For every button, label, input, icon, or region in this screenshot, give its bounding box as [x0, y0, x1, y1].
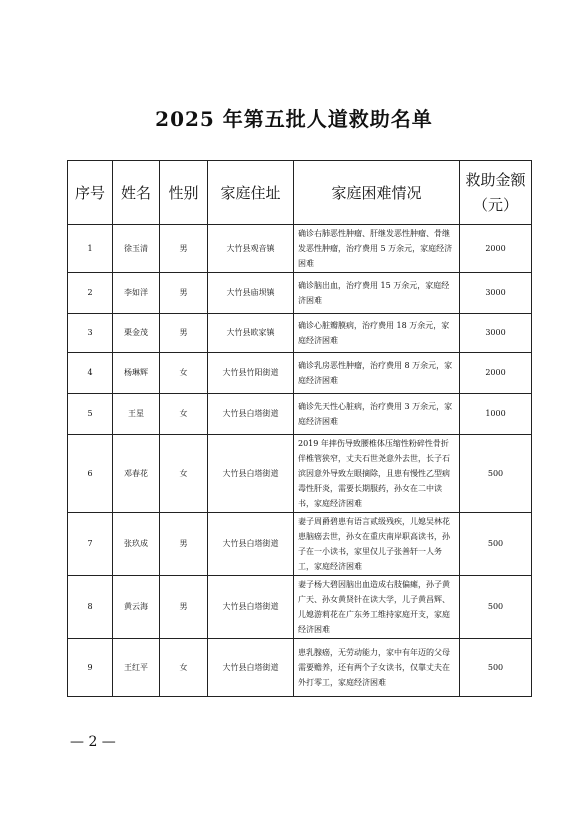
- cell-no: 9: [68, 639, 113, 697]
- cell-situation: 患乳腺癌，无劳动能力，家中有年迈的父母需要赡养，还有两个子女读书，仅靠丈夫在外打零工，家庭经济困难: [294, 639, 460, 697]
- cell-name: 王星: [113, 394, 160, 435]
- cell-name: 邓春花: [113, 435, 160, 513]
- table-row: [68, 576, 532, 639]
- cell-gender: 男: [160, 513, 208, 576]
- cell-amount: 500: [460, 435, 532, 513]
- cell-situation: 妻子杨大碧因脑出血造成右肢偏瘫，孙子黄广天、孙女黄贤针在读大学，儿子黄昌辉、儿媳游莉花在广东务工维持家庭开支，家庭经济困难: [294, 576, 460, 639]
- cell-address: 大竹县庙坝镇: [208, 273, 294, 314]
- cell-amount: 2000: [460, 353, 532, 394]
- cell-address: 大竹县欧家镇: [208, 314, 294, 353]
- cell-amount: 500: [460, 639, 532, 697]
- cell-situation: 2019 年摔伤导致腰椎体压缩性粉碎性骨折伴椎管狭窄，丈夫石世尧意外去世，长子石滨因意外导致左眼摘除，且患有慢性乙型病毒性肝炎，需要长期服药，孙女在二中读书，家庭经济困难: [294, 435, 460, 513]
- cell-no: 5: [68, 394, 113, 435]
- cell-situation: 确诊乳房恶性肿瘤，治疗费用 8 万余元，家庭经济困难: [294, 353, 460, 394]
- table-row: [68, 513, 532, 576]
- cell-address: 大竹县白塔街道: [208, 435, 294, 513]
- table-row: [68, 273, 532, 314]
- cell-amount: 3000: [460, 273, 532, 314]
- header-amount: [460, 161, 532, 225]
- cell-gender: 女: [160, 394, 208, 435]
- cell-no: 1: [68, 225, 113, 273]
- cell-amount: 1000: [460, 394, 532, 435]
- header-gender: 性别: [160, 161, 208, 225]
- header-no: 序号: [68, 161, 113, 225]
- cell-name: 李如洋: [113, 273, 160, 314]
- document-title: 2025 年第五批人道救助名单: [155, 107, 433, 131]
- cell-situation: 确诊心脏瓣膜病，治疗费用 18 万余元，家庭经济困难: [294, 314, 460, 353]
- cell-gender: 男: [160, 225, 208, 273]
- cell-amount: 3000: [460, 314, 532, 353]
- cell-no: 8: [68, 576, 113, 639]
- cell-gender: 男: [160, 273, 208, 314]
- cell-address: 大竹县白塔街道: [208, 394, 294, 435]
- cell-name: 黄云海: [113, 576, 160, 639]
- header-situation: 家庭困难情况: [294, 161, 460, 225]
- cell-address: 大竹县白塔街道: [208, 513, 294, 576]
- table-row: [68, 225, 532, 273]
- table-row: [68, 314, 532, 353]
- table-row: [68, 394, 532, 435]
- cell-no: 6: [68, 435, 113, 513]
- cell-situation: 妻子周爵碧患有语言贰级残疾，儿媳吴林花患脑癌去世，孙女在重庆南岸职高读书，孙子在一小读书，家里仅儿子张善轩一人务工，家庭经济困难: [294, 513, 460, 576]
- cell-name: 王红平: [113, 639, 160, 697]
- table-row: [68, 435, 532, 513]
- cell-gender: 女: [160, 435, 208, 513]
- cell-gender: 女: [160, 639, 208, 697]
- cell-address: 大竹县白塔街道: [208, 639, 294, 697]
- cell-situation: 确诊脑出血，治疗费用 15 万余元，家庭经济困难: [294, 273, 460, 314]
- cell-address: 大竹县观音镇: [208, 225, 294, 273]
- cell-amount: 2000: [460, 225, 532, 273]
- cell-no: 2: [68, 273, 113, 314]
- cell-situation: 确诊先天性心脏病，治疗费用 3 万余元，家庭经济困难: [294, 394, 460, 435]
- cell-name: 杨琳辉: [113, 353, 160, 394]
- cell-amount: 500: [460, 513, 532, 576]
- cell-no: 7: [68, 513, 113, 576]
- table-row: [68, 639, 532, 697]
- cell-address: 大竹县白塔街道: [208, 576, 294, 639]
- table-header-row: [68, 161, 532, 225]
- table-row: [68, 353, 532, 394]
- cell-gender: 男: [160, 314, 208, 353]
- cell-name: 栗金茂: [113, 314, 160, 353]
- page-number: — 2 —: [70, 734, 116, 750]
- relief-list-table: [67, 160, 532, 697]
- cell-name: 张玖成: [113, 513, 160, 576]
- cell-no: 4: [68, 353, 113, 394]
- cell-gender: 女: [160, 353, 208, 394]
- header-amount-line2: （元）: [472, 195, 518, 214]
- cell-situation: 确诊右肺恶性肿瘤、肝继发恶性肿瘤、骨继发恶性肿瘤，治疗费用 5 万余元，家庭经济困难: [294, 225, 460, 273]
- cell-gender: 男: [160, 576, 208, 639]
- header-name: 姓名: [113, 161, 160, 225]
- cell-name: 徐玉清: [113, 225, 160, 273]
- cell-amount: 500: [460, 576, 532, 639]
- cell-address: 大竹县竹阳街道: [208, 353, 294, 394]
- header-address: 家庭住址: [208, 161, 294, 225]
- cell-no: 3: [68, 314, 113, 353]
- header-amount-line1: 救助金额: [465, 170, 526, 189]
